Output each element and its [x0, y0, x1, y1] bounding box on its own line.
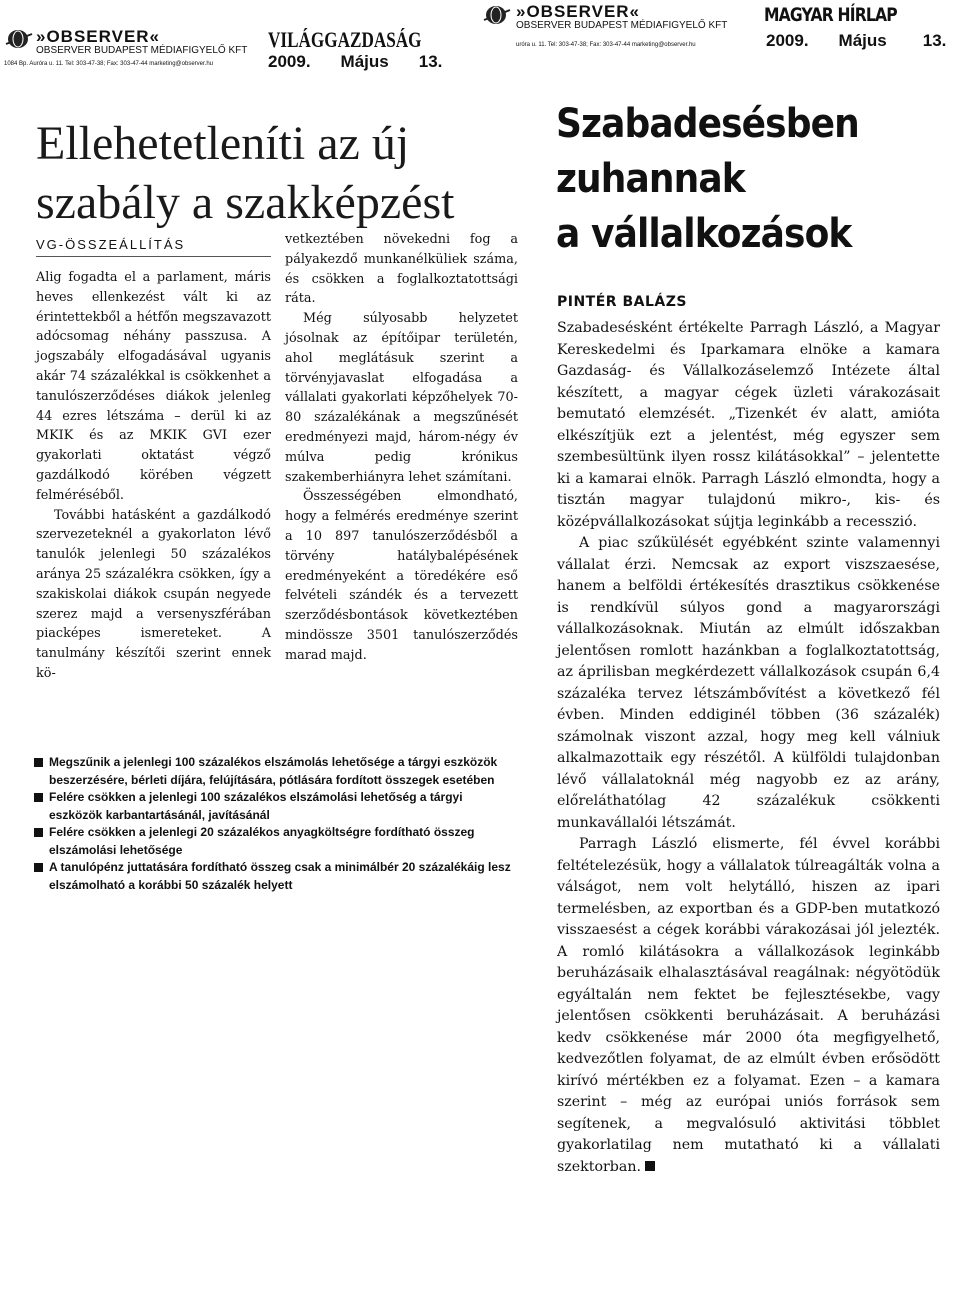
paragraph-text: Parragh László elismerte, fél évvel korábbi feltételezésük, hogy a vállalatok túlreagálták volna a válságot, nem volt helytálló, hiszen az ipari termelésben, az exportban és a GDP-ben mutatkozó visszaesést a cégek korábbi várakozásai jól jelezték. A romló kilátásokra a vállalkozások leginkább beruházásaik elhalasztásával reagálnak: négyötödük egyáltalán nem fektet be fejlesztésekbe, vagy jelentősen csökkenti beruházásait. A beruházási kedv csökkenése már 2000 óta megfigyelhető, kedvezőtlen folyamat, de az elmúlt évben erősödött kirívó mértékben ez a folyamat. Ezen – a kamara szerint – még az európai uniós források sem segítenek, a megvalósuló aktivitási többlet gyakorlatilag nem mutatható ki a vállalati szektorban.	[557, 836, 940, 1175]
article-column-2	[285, 230, 518, 666]
observer-address: uróra u. 11. Tel: 303-47-38; Fax: 303-47-44 marketing@observer.hu	[516, 42, 696, 48]
left-clip-header	[4, 26, 464, 71]
bullet-list	[34, 754, 514, 894]
square-bullet-icon	[34, 758, 43, 767]
paragraph: A piac szűkülését egyébként szinte valamennyi vállalat érzi. Nemcsak az export viszszaesése, hanem a belföldi értékesítés drasztikus csökkenése is rendkívül súlyos gond a magyarországi vállalkozásoknak. Miután az elmúlt időszakban jelentősen romlott hazánkban a foglalkoztatottság, az áprilisban megkérdezett vállalkozások csupán 6,4 százaléka tervez létszámbővítést a következő fél évben. Minden eddiginél többen (36 százalék) számolnak viszont azzal, hogy meg kell válniuk alkalmazottaik egy részétől. A külföldi tulajdonban lévő vállalatoknál még nagyobb ez az arány, előreláthatólag 42 százalékuk csökkenti munkavállalói létszámát.	[557, 535, 940, 831]
paragraph	[557, 834, 940, 1178]
paragraph: Alig fogadta el a parlament, máris heves ellenkezést vált ki az érintettekből a hétfőn megszavazott adócsomag néhány passzusa. A jogszabály elfogadásával ugyanis akár 74 százalékkal is csökkenhet a tanulószerződéses diákok jelenleg 44 ezres létszáma – derül ki az MKIK és az MKIK GVI ezer gyakorlati oktatást végző gazdálkodó körében végzett felméréséből.	[36, 270, 271, 503]
square-bullet-icon	[34, 793, 43, 802]
article-title: Ellehetetleníti az új szabály a szakképzést	[36, 117, 455, 229]
title-line: a vállalkozások	[556, 211, 852, 257]
title-line: zuhannak	[556, 156, 745, 202]
globe-icon	[4, 28, 34, 50]
publication-name: MAGYAR HÍRLAP	[764, 4, 897, 26]
date-month: Május	[340, 52, 389, 71]
square-bullet-icon	[34, 828, 43, 837]
globe-icon	[482, 4, 512, 26]
list-item	[34, 789, 514, 824]
list-item	[34, 859, 514, 894]
date-year: 2009.	[268, 52, 311, 71]
title-line: Szabadesésben	[556, 101, 859, 147]
observer-logo: »OBSERVER«	[516, 2, 641, 21]
publication-date	[268, 53, 442, 71]
list-item-text: A tanulópénz juttatására fordítható összeg csak a minimálbér 20 százalékáig lesz elszámolható a korábbi 50 százalék helyett	[49, 860, 511, 892]
byline: PINTÉR BALÁZS	[557, 294, 687, 310]
list-item-text: Megszűnik a jelenlegi 100 százalékos elszámolás lehetősége a tárgyi eszközök beszerzésére, bérleti díjára, felújítására, pótlására fordított összegek esetében	[49, 755, 498, 787]
article-body	[557, 318, 940, 1178]
observer-subtitle: OBSERVER BUDAPEST MÉDIAFIGYELŐ KFT	[36, 45, 248, 56]
publication-date	[766, 32, 946, 50]
date-month: Május	[838, 31, 887, 50]
date-day: 13.	[418, 52, 443, 71]
observer-subtitle: OBSERVER BUDAPEST MÉDIAFIGYELŐ KFT	[516, 20, 728, 31]
paragraph: Összességében elmondható, hogy a felmérés eredménye szerint a 10 897 tanulószerződésből a törvény hatálybalépésének eredményeként a töredékére eső felvételi szándék és a tervezett szerződésbontások következtében mindössze 3501 tanulószerződés marad majd.	[285, 489, 518, 663]
article-title	[556, 97, 916, 262]
observer-logo: »OBSERVER«	[36, 27, 161, 46]
right-clip-header	[482, 2, 960, 50]
article-column-1	[36, 268, 271, 684]
square-bullet-icon	[34, 863, 43, 872]
list-item-text: Felére csökken a jelenlegi 20 százalékos anyagköltségre fordítható összeg elszámolási lehetősége	[49, 825, 475, 857]
paragraph: További hatásként a gazdálkodó szervezeteknél a gyakorlaton lévő tanulók jelenlegi 50 százalékos aránya 25 százalékra csökken, így a szakiskolai diákok csupán negyede szerez majd a versenyszférában piacképes ismereteket. A tanulmány készítői szerint ennek kö-	[36, 507, 271, 681]
date-day: 13.	[922, 31, 947, 50]
list-item	[34, 754, 514, 789]
paragraph: Szabadesésként értékelte Parragh László, a Magyar Kereskedelmi és Iparkamara elnöke a kamara Gazdaság- és Vállalkozáselemző Intézete által készített, a magyar cégek üzleti várakozásait bemutató elemzését. „Tizenkét év alatt, amióta elkészítjük ezt a jelentést, még egyszer sem szembesültünk ilyen rossz kilátásokkal” – jelentette ki a kamarai elnök. Parragh László elmondta, hogy a tisztán magyar tulajdonú mikro-, kis- és középvállalkozásokat sújtja leginkább a recesszió.	[557, 320, 940, 530]
paragraph: vetkeztében növekedni fog a pályakezdő munkanélküliek száma, és csökken a foglalkoztatottsági ráta.	[285, 232, 518, 307]
observer-address: 1084 Bp. Auróra u. 11. Tel: 303-47-38; Fax: 303-47-44 marketing@observer.hu	[4, 61, 213, 67]
paragraph: Még súlyosabb helyzetet jósolnak az építőipar területén, ahol meglátásuk szerint a törvényjavaslat elfogadása a vállalati gyakorlati képzőhelyek 70-80 százalékának a megszűnését eredményezi majd, három-négy év múlva pedig krónikus szakemberhiányra lehet számítani.	[285, 311, 518, 485]
publication-name: VILÁGGAZDASÁG	[268, 27, 422, 52]
list-item-text: Felére csökken a jelenlegi 100 százalékos elszámolási lehetőség a tárgyi eszközök karbantartásánál, javításánál	[49, 790, 463, 822]
date-year: 2009.	[766, 31, 809, 50]
list-item	[34, 824, 514, 859]
article-kicker: VG-ÖSSZEÁLLÍTÁS	[36, 237, 271, 257]
end-mark-icon	[645, 1161, 655, 1171]
